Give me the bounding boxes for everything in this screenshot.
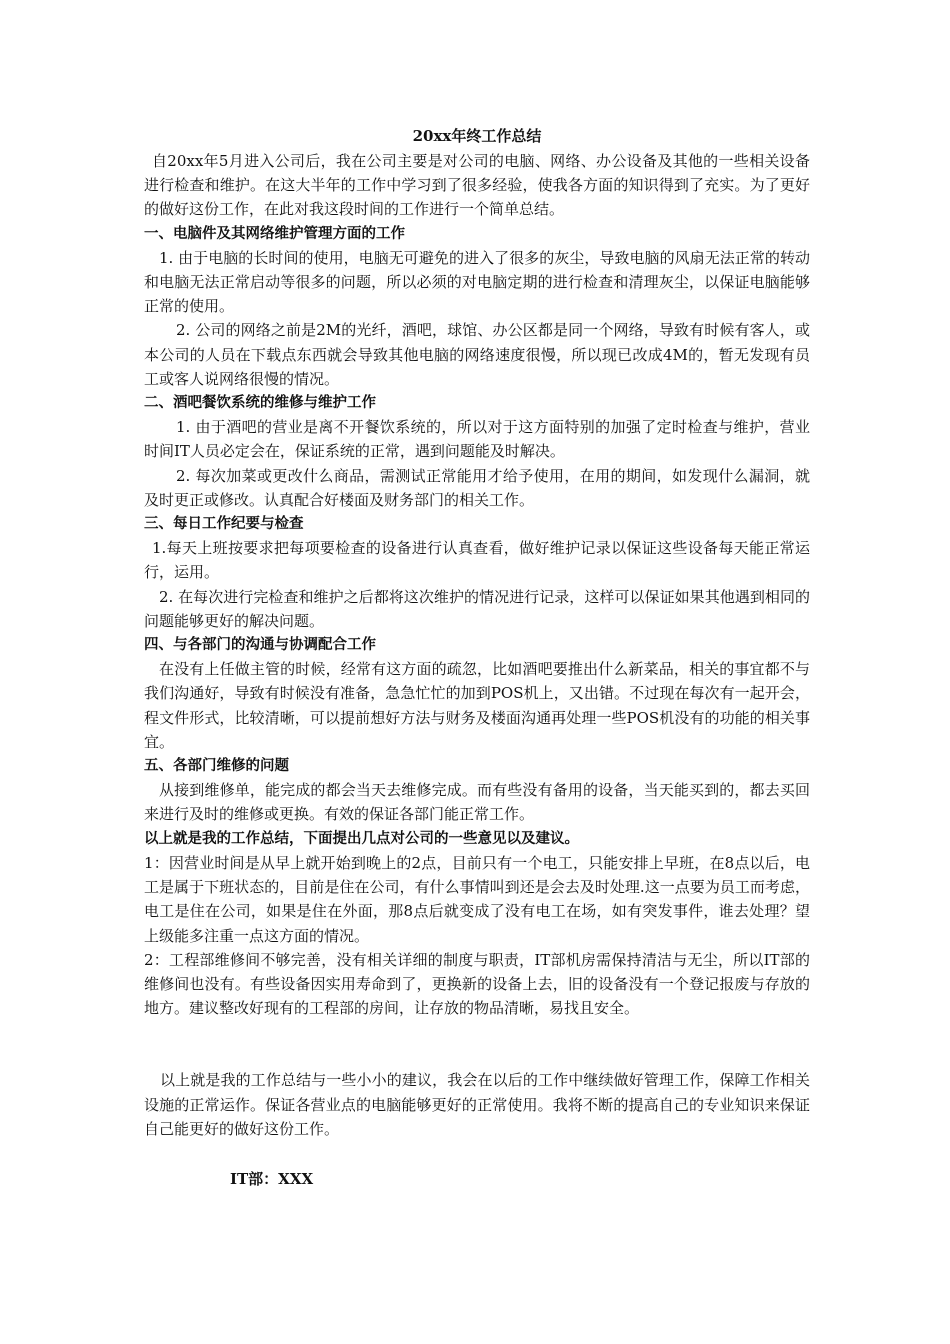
intro-paragraph: 自20xx年5月进入公司后，我在公司主要是对公司的电脑、网络、办公设备及其他的一些相关设备进行检查和维护。在这大半年的工作中学习到了很多经验，使我各方面的知识得到了充实。为了更好的做好这份工作，在此对我这段时间的工作进行一个简单总结。 [144, 152, 810, 219]
suggestion-1: 1：因营业时间是从早上就开始到晚上的2点，目前只有一个电工，只能安排上早班，在8点以后，电工是属于下班状态的，目前是住在公司，有什么事情叫到还是会去及时处理.这一点要为员工而考虑，电工是住在公司，如果是住在外面，那8点后就变成了没有电工在场，如有突发事件，谁去处理？望上级能多注重一点这方面的情况。 [144, 853, 810, 945]
closing-paragraph: 以上就是我的工作总结与一些小小的建议，我会在以后的工作中继续做好管理工作，保障工作相关设施的正常运作。保证各营业点的电脑能够更好的正常使用。我将不断的提高自己的专业知识来保证自己能更好的做好这份工作。 [144, 1071, 810, 1138]
section-3-paragraph-1: 1.每天上班按要求把每项要检查的设备进行认真查看，做好维护记录以保证这些设备每天能正常运行，运用。 [144, 539, 810, 582]
suggestions-heading: 以上就是我的工作总结，下面提出几点对公司的一些意见以及建议。 [144, 830, 579, 847]
spacer [144, 1020, 810, 1068]
section-heading-5: 五、各部门维修的问题 [144, 758, 289, 775]
section-4-paragraph-1: 在没有上任做主管的时候，经常有这方面的疏忽，比如酒吧要推出什么新菜品，相关的事宜都不与我们沟通好，导致有时候没有准备，急急忙忙的加到POS机上，又出错。不过现在每次有一起开会，程文件形式，比较清晰，可以提前想好方法与财务及楼面沟通再处理一些POS机没有的功能的相关事宜。 [144, 660, 810, 751]
section-2-paragraph-1: 1. 由于酒吧的营业是离不开餐饮系统的，所以对于这方面特别的加强了定时检查与维护，营业时间IT人员必定会在，保证系统的正常，遇到问题能及时解决。 [144, 418, 810, 461]
section-heading-4: 四、与各部门的沟通与协调配合工作 [144, 637, 376, 654]
section-heading-3: 三、每日工作纪要与检查 [144, 516, 304, 533]
document-title: 20xx年终工作总结 [412, 127, 542, 145]
suggestion-2: 2：工程部维修间不够完善，没有相关详细的制度与职责，IT部机房需保持清洁与无尘，所以IT部的维修间也没有。有些设备因实用寿命到了，更换新的设备上去，旧的设备没有一个登记报废与存放的地方。建议整改好现有的工程部的房间，让存放的物品清晰，易找且安全。 [144, 950, 810, 1018]
section-heading-1: 一、电脑件及其网络维护管理方面的工作 [144, 225, 405, 242]
section-3-paragraph-2: 2. 在每次进行完检查和维护之后都将这次维护的情况进行记录，这样可以保证如果其他遇到相同的问题能够更好的解决问题。 [144, 587, 810, 630]
section-1-paragraph-1: 1. 由于电脑的长时间的使用，电脑无可避免的进入了很多的灰尘，导致电脑的风扇无法正常的转动和电脑无法正常启动等很多的问题，所以必须的对电脑定期的进行检查和清理灰尘，以保证电脑能够正常的使用。 [144, 248, 810, 316]
section-heading-2: 二、酒吧餐饮系统的维修与维护工作 [144, 395, 376, 412]
section-2-paragraph-2: 2. 每次加菜或更改什么商品，需测试正常能用才给予使用，在用的期间，如发现什么漏洞，就及时更正或修改。认真配合好楼面及财务部门的相关工作。 [144, 466, 810, 509]
signature: IT部：XXX [230, 1169, 314, 1188]
section-5-paragraph-1: 从接到维修单，能完成的都会当天去维修完成。而有些没有备用的设备，当天能买到的，都去买回来进行及时的维修或更换。有效的保证各部门能正常工作。 [144, 781, 810, 824]
document-page [144, 124, 810, 1191]
section-1-paragraph-2: 2. 公司的网络之前是2M的光纤，酒吧，球馆、办公区都是同一个网络，导致有时候有客人，或本公司的人员在下载点东西就会导致其他电脑的网络速度很慢，所以现已改成4M的，暂无发现有员工或客人说网络很慢的情况。 [144, 321, 810, 388]
